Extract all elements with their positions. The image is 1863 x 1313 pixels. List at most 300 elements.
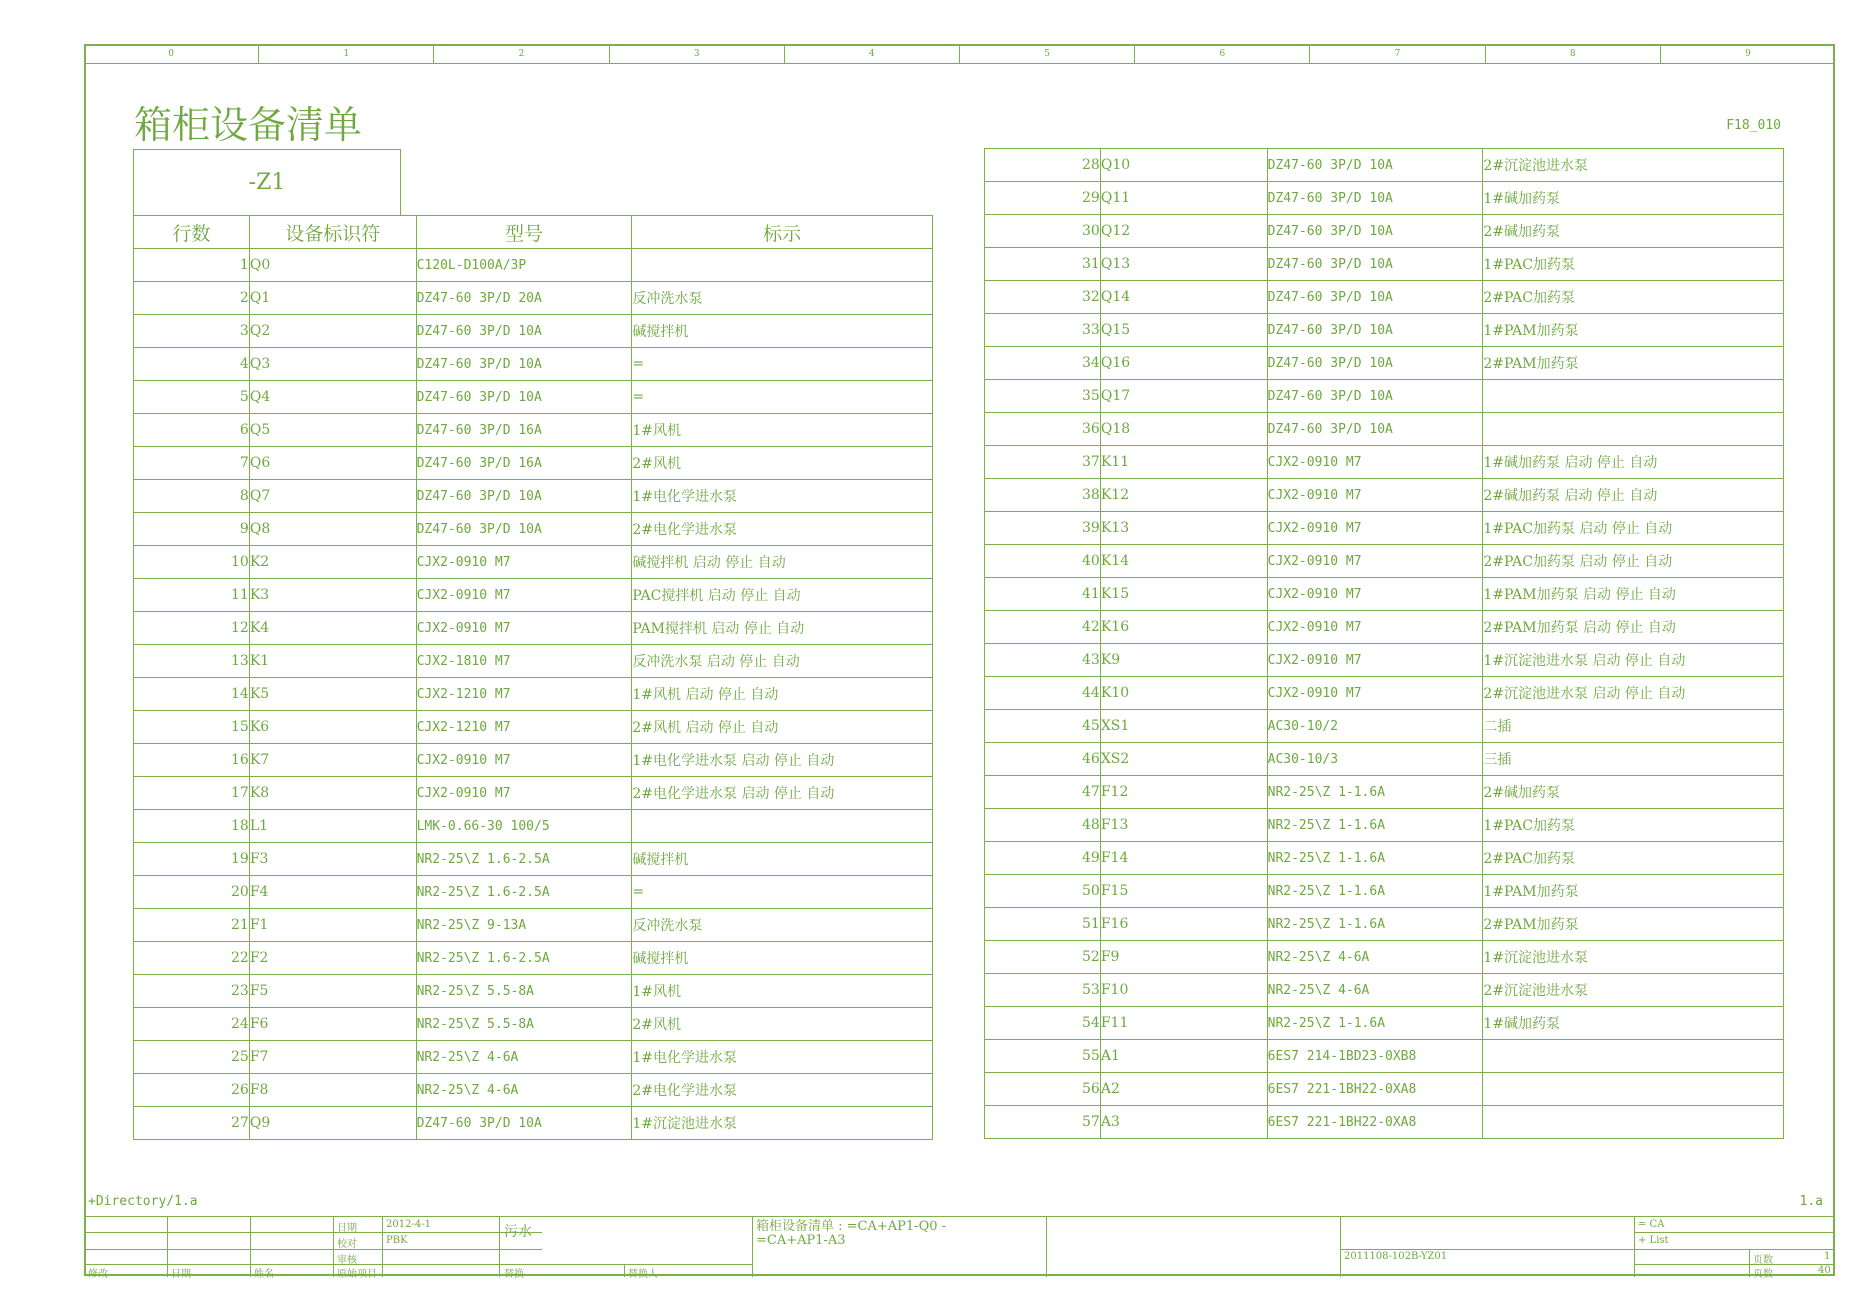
model: DZ47-60 3P/D 10A [1267,347,1483,380]
model: DZ47-60 3P/D 10A [416,513,632,546]
model: LMK-0.66-30 100/5 [416,810,632,843]
label: 2#电化学进水泵 启动 停止 自动 [632,777,933,810]
label: 2#风机 启动 停止 自动 [632,711,933,744]
replace-label: 替换 [504,1269,524,1280]
model: CJX2-0910 M7 [416,612,632,645]
device-tag: XS1 [1100,710,1267,743]
sheet-title: 箱柜设备清单 : =CA+AP1-Q0 - =CA+AP1-A3 [756,1219,947,1248]
model: NR2-25\Z 4-6A [1267,974,1483,1007]
row-number: 56 [985,1073,1101,1106]
device-tag: Q14 [1100,281,1267,314]
model: DZ47-60 3P/D 10A [416,315,632,348]
table-row [985,1106,1784,1139]
table-row [985,347,1784,380]
ruler-mark: 1 [258,44,433,63]
table-row [134,1074,933,1107]
device-tag: K8 [249,777,416,810]
table-row [985,545,1784,578]
model: 6ES7 221-1BH22-0XA8 [1267,1106,1483,1139]
table-row [134,975,933,1008]
row-number: 20 [134,876,250,909]
row-number: 4 [134,348,250,381]
table-row [985,644,1784,677]
ruler-mark: 5 [959,44,1134,63]
total-value: 40 [1818,1265,1831,1276]
row-number: 37 [985,446,1101,479]
ruler-mark: 3 [609,44,784,63]
device-tag: F13 [1100,809,1267,842]
label: 1#风机 [632,414,933,447]
device-tag: F11 [1100,1007,1267,1040]
label: 2#PAC加药泵 [1483,842,1784,875]
model: DZ47-60 3P/D 10A [416,348,632,381]
model: DZ47-60 3P/D 10A [1267,281,1483,314]
row-number: 19 [134,843,250,876]
row-number: 39 [985,512,1101,545]
equipment-table-right [984,148,1784,1139]
row-number: 45 [985,710,1101,743]
model: DZ47-60 3P/D 10A [416,1107,632,1140]
row-number: 1 [134,249,250,282]
label: = [632,381,933,414]
device-tag: Q3 [249,348,416,381]
label: 2#PAM加药泵 [1483,908,1784,941]
row-number: 15 [134,711,250,744]
row-number: 23 [134,975,250,1008]
model: CJX2-0910 M7 [1267,479,1483,512]
table-row [985,611,1784,644]
table-row [985,314,1784,347]
table-row [985,215,1784,248]
model: NR2-25\Z 1-1.6A [1267,842,1483,875]
device-tag: K10 [1100,677,1267,710]
device-tag: F3 [249,843,416,876]
page-id: F18_010 [1726,118,1781,133]
label: 反冲洗水泵 [632,909,933,942]
table-row [985,578,1784,611]
row-number: 6 [134,414,250,447]
label: 碱搅拌机 启动 停止 自动 [632,546,933,579]
device-tag: Q18 [1100,413,1267,446]
row-number: 28 [985,149,1101,182]
table-row [985,842,1784,875]
label: 2#电化学进水泵 [632,1074,933,1107]
device-tag: K3 [249,579,416,612]
model: NR2-25\Z 5.5-8A [416,975,632,1008]
label: 1#PAC加药泵 启动 停止 自动 [1483,512,1784,545]
label: 1#PAM加药泵 [1483,314,1784,347]
label: PAM搅拌机 启动 停止 自动 [632,612,933,645]
model: CJX2-1210 M7 [416,678,632,711]
device-tag: Q10 [1100,149,1267,182]
device-tag: K6 [249,711,416,744]
device-tag: K11 [1100,446,1267,479]
original-label: 原始项目 [337,1269,377,1280]
table-row [985,479,1784,512]
device-tag: F5 [249,975,416,1008]
row-number: 8 [134,480,250,513]
label: 1#PAC加药泵 [1483,248,1784,281]
model: 6ES7 221-1BH22-0XA8 [1267,1073,1483,1106]
device-tag: L1 [249,810,416,843]
label [1483,380,1784,413]
model: CJX2-0910 M7 [1267,446,1483,479]
page-value: 1 [1824,1251,1831,1262]
model: 6ES7 214-1BD23-0XB8 [1267,1040,1483,1073]
label: 1#沉淀池进水泵 [632,1107,933,1140]
block-name: -Z1 [133,149,401,215]
header-model: 型号 [416,216,632,249]
table-row [985,809,1784,842]
label: 1#PAM加药泵 [1483,875,1784,908]
table-row [985,182,1784,215]
table-row [134,282,933,315]
replacer-label: 替换人 [628,1269,658,1280]
row-number: 32 [985,281,1101,314]
model: NR2-25\Z 1-1.6A [1267,1007,1483,1040]
device-tag: Q0 [249,249,416,282]
label [1483,1040,1784,1073]
label: 2#沉淀池进水泵 [1483,149,1784,182]
table-row [134,678,933,711]
row-number: 47 [985,776,1101,809]
model: NR2-25\Z 5.5-8A [416,1008,632,1041]
model: CJX2-0910 M7 [416,777,632,810]
device-tag: K2 [249,546,416,579]
model: DZ47-60 3P/D 10A [1267,314,1483,347]
model: NR2-25\Z 1.6-2.5A [416,876,632,909]
label: 2#碱加药泵 [1483,215,1784,248]
row-number: 3 [134,315,250,348]
model: NR2-25\Z 1-1.6A [1267,809,1483,842]
device-tag: K1 [249,645,416,678]
device-tag: Q2 [249,315,416,348]
row-number: 14 [134,678,250,711]
device-tag: K4 [249,612,416,645]
model: NR2-25\Z 1-1.6A [1267,776,1483,809]
label: 碱搅拌机 [632,315,933,348]
plant-designation: = CA [1638,1219,1665,1230]
label: = [632,348,933,381]
label: 1#电化学进水泵 [632,480,933,513]
device-tag: F12 [1100,776,1267,809]
table-row [134,777,933,810]
row-number: 48 [985,809,1101,842]
table-row [134,711,933,744]
table-row [985,380,1784,413]
table-row [985,974,1784,1007]
label [632,249,933,282]
device-tag: F14 [1100,842,1267,875]
table-row [134,315,933,348]
device-tag: K5 [249,678,416,711]
header-label: 标示 [632,216,933,249]
row-number: 33 [985,314,1101,347]
model: NR2-25\Z 1.6-2.5A [416,843,632,876]
ruler-mark: 6 [1134,44,1309,63]
header-tag: 设备标识符 [249,216,416,249]
row-number: 16 [134,744,250,777]
date-label: 日期 [337,1223,357,1234]
table-row [134,909,933,942]
device-tag: Q5 [249,414,416,447]
model: DZ47-60 3P/D 10A [416,381,632,414]
device-tag: F9 [1100,941,1267,974]
label: 1#碱加药泵 [1483,182,1784,215]
page-label: 页数 [1753,1255,1773,1266]
row-number: 11 [134,579,250,612]
project-name: 污水 [504,1224,532,1240]
drawing-number: 2011108-102B-YZ01 [1344,1251,1448,1262]
model: CJX2-0910 M7 [416,579,632,612]
table-row [134,546,933,579]
table-row [985,149,1784,182]
header-row-number: 行数 [134,216,250,249]
ruler-mark: 8 [1485,44,1660,63]
row-number: 41 [985,578,1101,611]
label: 三插 [1483,743,1784,776]
label: 反冲洗水泵 启动 停止 自动 [632,645,933,678]
row-number: 50 [985,875,1101,908]
page-ref: 1.a [1799,1194,1823,1209]
rev-label: 修改 [88,1269,108,1280]
table-row [134,381,933,414]
label [632,810,933,843]
model: CJX2-0910 M7 [1267,512,1483,545]
model: DZ47-60 3P/D 10A [1267,413,1483,446]
device-tag: F8 [249,1074,416,1107]
label: 2#沉淀池进水泵 启动 停止 自动 [1483,677,1784,710]
device-tag: Q15 [1100,314,1267,347]
row-number: 13 [134,645,250,678]
equipment-table-left [133,215,933,1140]
label [1483,1073,1784,1106]
approved-label: 审核 [337,1255,357,1266]
directory-ref[interactable]: +Directory/1.a [88,1194,198,1209]
ruler-mark: 2 [433,44,608,63]
label: 1#沉淀池进水泵 启动 停止 自动 [1483,644,1784,677]
label: 碱搅拌机 [632,942,933,975]
device-tag: Q16 [1100,347,1267,380]
location-designation: + List [1638,1235,1669,1246]
model: CJX2-0910 M7 [1267,644,1483,677]
row-number: 46 [985,743,1101,776]
model: CJX2-0910 M7 [416,546,632,579]
device-tag: A2 [1100,1073,1267,1106]
column-ruler [84,44,1835,64]
model: CJX2-0910 M7 [416,744,632,777]
label: 1#碱加药泵 [1483,1007,1784,1040]
device-tag: F16 [1100,908,1267,941]
table-row [134,249,933,282]
device-tag: F2 [249,942,416,975]
model: AC30-10/2 [1267,710,1483,743]
label: 2#碱加药泵 启动 停止 自动 [1483,479,1784,512]
label: 1#电化学进水泵 [632,1041,933,1074]
row-number: 24 [134,1008,250,1041]
device-tag: A1 [1100,1040,1267,1073]
table-row [134,348,933,381]
label: 1#沉淀池进水泵 [1483,941,1784,974]
device-tag: Q7 [249,480,416,513]
label: 二插 [1483,710,1784,743]
model: DZ47-60 3P/D 10A [1267,248,1483,281]
model: DZ47-60 3P/D 20A [416,282,632,315]
label: 2#电化学进水泵 [632,513,933,546]
model: DZ47-60 3P/D 16A [416,414,632,447]
row-number: 30 [985,215,1101,248]
device-tag: Q4 [249,381,416,414]
rev-name-label: 姓名 [254,1269,274,1280]
row-number: 26 [134,1074,250,1107]
label: 2#沉淀池进水泵 [1483,974,1784,1007]
row-number: 22 [134,942,250,975]
row-number: 21 [134,909,250,942]
table-row [134,744,933,777]
device-tag: F4 [249,876,416,909]
table-row [985,710,1784,743]
model: DZ47-60 3P/D 10A [1267,149,1483,182]
row-number: 10 [134,546,250,579]
table-row [985,446,1784,479]
table-row [985,875,1784,908]
model: CJX2-0910 M7 [1267,578,1483,611]
table-row [985,512,1784,545]
table-row [985,941,1784,974]
label: 碱搅拌机 [632,843,933,876]
label: 1#碱加药泵 启动 停止 自动 [1483,446,1784,479]
row-number: 12 [134,612,250,645]
date-value: 2012-4-1 [386,1219,431,1230]
label: 2#PAM加药泵 [1483,347,1784,380]
row-number: 36 [985,413,1101,446]
row-number: 31 [985,248,1101,281]
table-row [985,1073,1784,1106]
checked-label: 校对 [337,1239,357,1250]
table-row [985,413,1784,446]
label: 2#PAC加药泵 [1483,281,1784,314]
model: NR2-25\Z 4-6A [416,1041,632,1074]
row-number: 27 [134,1107,250,1140]
model: CJX2-0910 M7 [1267,545,1483,578]
table-row [985,1040,1784,1073]
label [1483,413,1784,446]
model: DZ47-60 3P/D 10A [1267,215,1483,248]
table-row [985,1007,1784,1040]
model: NR2-25\Z 1-1.6A [1267,875,1483,908]
row-number: 55 [985,1040,1101,1073]
model: DZ47-60 3P/D 10A [1267,182,1483,215]
label: 2#风机 [632,1008,933,1041]
row-number: 35 [985,380,1101,413]
row-number: 43 [985,644,1101,677]
row-number: 54 [985,1007,1101,1040]
model: AC30-10/3 [1267,743,1483,776]
model: CJX2-0910 M7 [1267,611,1483,644]
table-row [134,579,933,612]
row-number: 2 [134,282,250,315]
row-number: 57 [985,1106,1101,1139]
model: DZ47-60 3P/D 10A [416,480,632,513]
table-row [134,942,933,975]
label: PAC搅拌机 启动 停止 自动 [632,579,933,612]
title-block [84,1216,1835,1280]
ruler-mark: 7 [1309,44,1484,63]
label: 2#碱加药泵 [1483,776,1784,809]
table-row [134,1107,933,1140]
table-row [985,248,1784,281]
device-tag: Q17 [1100,380,1267,413]
device-tag: K15 [1100,578,1267,611]
row-number: 34 [985,347,1101,380]
table-row [134,480,933,513]
device-tag: F7 [249,1041,416,1074]
device-tag: Q11 [1100,182,1267,215]
ruler-mark: 4 [784,44,959,63]
label: 1#PAM加药泵 启动 停止 自动 [1483,578,1784,611]
label: 2#PAC加药泵 启动 停止 自动 [1483,545,1784,578]
device-tag: K14 [1100,545,1267,578]
label: 2#PAM加药泵 启动 停止 自动 [1483,611,1784,644]
model: C120L-D100A/3P [416,249,632,282]
model: NR2-25\Z 9-13A [416,909,632,942]
table-row [134,876,933,909]
row-number: 38 [985,479,1101,512]
row-number: 42 [985,611,1101,644]
table-row [985,281,1784,314]
device-tag: F10 [1100,974,1267,1007]
model: CJX2-1210 M7 [416,711,632,744]
ruler-mark: 9 [1660,44,1835,63]
device-tag: Q8 [249,513,416,546]
device-tag: K13 [1100,512,1267,545]
device-tag: Q13 [1100,248,1267,281]
device-tag: K16 [1100,611,1267,644]
row-number: 17 [134,777,250,810]
total-label: 页数 [1753,1269,1773,1280]
device-tag: Q6 [249,447,416,480]
rev-date-label: 日期 [171,1269,191,1280]
model: DZ47-60 3P/D 10A [1267,380,1483,413]
row-number: 52 [985,941,1101,974]
device-tag: F1 [249,909,416,942]
table-row [134,612,933,645]
table-row [134,843,933,876]
table-row [134,810,933,843]
checked-value: PBK [386,1235,408,1246]
table-row [985,776,1784,809]
label: 1#风机 启动 停止 自动 [632,678,933,711]
table-row [985,743,1784,776]
row-number: 25 [134,1041,250,1074]
label: = [632,876,933,909]
label: 1#PAC加药泵 [1483,809,1784,842]
model: CJX2-0910 M7 [1267,677,1483,710]
model: NR2-25\Z 4-6A [1267,941,1483,974]
label: 1#电化学进水泵 启动 停止 自动 [632,744,933,777]
model: CJX2-1810 M7 [416,645,632,678]
row-number: 53 [985,974,1101,1007]
model: NR2-25\Z 1.6-2.5A [416,942,632,975]
row-number: 40 [985,545,1101,578]
model: DZ47-60 3P/D 16A [416,447,632,480]
row-number: 7 [134,447,250,480]
table-row [134,414,933,447]
row-number: 49 [985,842,1101,875]
device-tag: K9 [1100,644,1267,677]
table-row [134,645,933,678]
device-tag: Q9 [249,1107,416,1140]
